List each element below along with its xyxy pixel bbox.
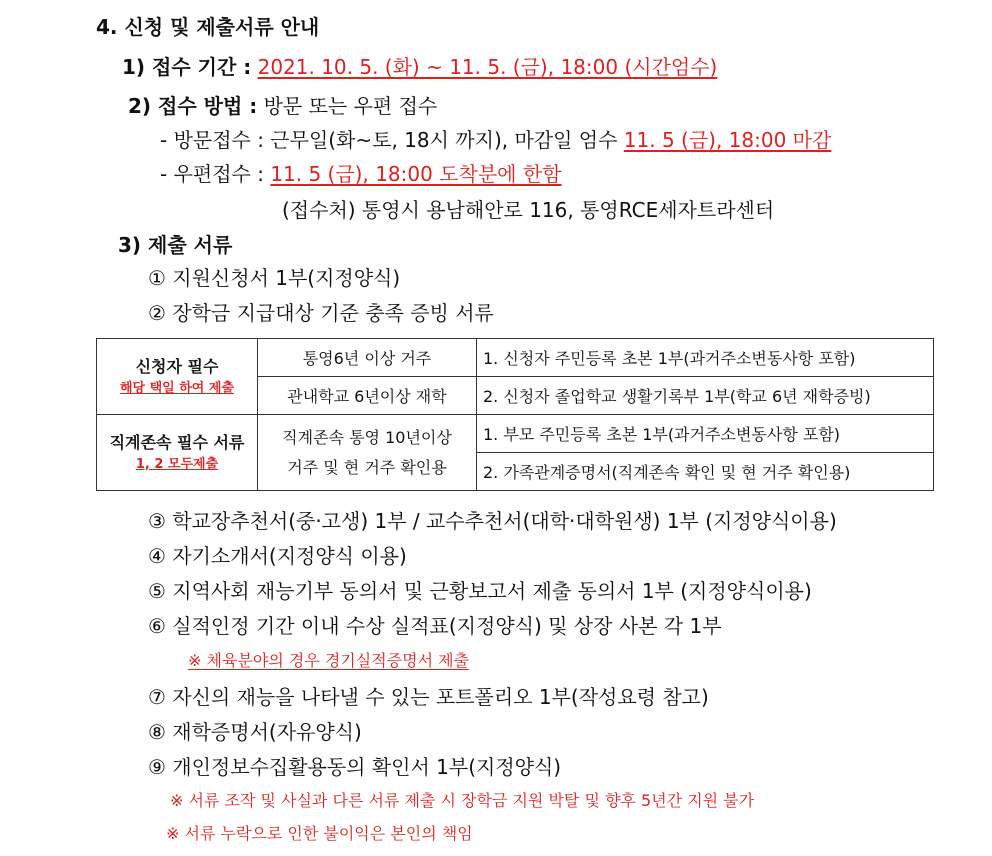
mail-text: - 우편접수 : bbox=[160, 162, 264, 186]
mail-line bbox=[160, 161, 561, 187]
mail-deadline: 11. 5 (금), 18:00 도착분에 한함 bbox=[270, 162, 562, 186]
doc-item-3: ③ 학교장추천서(중·고생) 1부 / 교수추천서(대학·대학원생) 1부 (지정양식이용) bbox=[148, 509, 837, 533]
group1-cell bbox=[97, 339, 258, 415]
doc-item-6: ⑥ 실적인정 기간 이내 수상 실적표(지정양식) 및 상장 사본 각 1부 bbox=[148, 614, 722, 638]
group2-document-2: 2. 가족관계증명서(직계존속 확인 및 현 거주 확인용) bbox=[477, 453, 934, 491]
method-line bbox=[128, 93, 437, 119]
doc-item-1: ① 지원신청서 1부(지정양식) bbox=[148, 266, 401, 290]
doc-item-2: ② 장학금 지급대상 기준 충족 증빙 서류 bbox=[148, 301, 494, 325]
section-title: 4. 신청 및 제출서류 안내 bbox=[96, 15, 320, 39]
group2-condition bbox=[258, 415, 477, 491]
visit-deadline: 11. 5 (금), 18:00 마감 bbox=[623, 128, 832, 152]
method-value: 방문 또는 우편 접수 bbox=[263, 94, 438, 118]
group1-document-2: 2. 신청자 졸업학교 생활기록부 1부(학교 6년 재학증빙) bbox=[477, 377, 934, 415]
doc-item-4: ④ 자기소개서(지정양식 이용) bbox=[148, 544, 407, 568]
doc-item-9: ⑨ 개인정보수집활용동의 확인서 1부(지정양식) bbox=[148, 755, 562, 779]
period-value: 2021. 10. 5. (화) ~ 11. 5. (금), 18:00 (시간엄수) bbox=[257, 55, 718, 79]
table-row bbox=[97, 415, 934, 453]
group1-note: 해당 택일 하여 제출 bbox=[119, 380, 235, 396]
visit-text: - 방문접수 : 근무일(화~토, 18시 까지), 마감일 엄수 bbox=[160, 128, 618, 152]
group1-document-1: 1. 신청자 주민등록 초본 1부(과거주소변동사항 포함) bbox=[477, 339, 934, 377]
group2-title: 직계존속 필수 서류 bbox=[109, 432, 245, 452]
method-label: 2) 접수 방법 : bbox=[128, 94, 258, 118]
period-line bbox=[122, 54, 717, 80]
period-label: 1) 접수 기간 : bbox=[122, 55, 252, 79]
docs-title: 3) 제출 서류 bbox=[118, 233, 233, 257]
group2-note: 1, 2 모두제출 bbox=[135, 456, 219, 472]
group2-condition-line2: 거주 및 현 거주 확인용 bbox=[287, 457, 447, 477]
doc-item-7: ⑦ 자신의 재능을 나타낼 수 있는 포트폴리오 1부(작성요령 참고) bbox=[148, 685, 709, 709]
address-line: (접수처) 통영시 용남해안로 116, 통영RCE세자트라센터 bbox=[282, 198, 775, 222]
group1-condition-2: 관내학교 6년이상 재학 bbox=[258, 377, 477, 415]
group1-condition-1: 통영6년 이상 거주 bbox=[258, 339, 477, 377]
table-row bbox=[97, 339, 934, 377]
documents-table bbox=[96, 338, 934, 491]
doc-item-5: ⑤ 지역사회 재능기부 동의서 및 근황보고서 제출 동의서 1부 (지정양식이용) bbox=[148, 579, 812, 603]
visit-line bbox=[160, 127, 831, 153]
group2-document-1: 1. 부모 주민등록 초본 1부(과거주소변동사항 포함) bbox=[477, 415, 934, 453]
doc-item-8: ⑧ 재학증명서(자유양식) bbox=[148, 720, 362, 744]
group1-title: 신청자 필수 bbox=[135, 356, 219, 376]
group2-condition-line1: 직계존속 통영 10년이상 bbox=[282, 427, 452, 447]
footnote-2: ※ 서류 누락으로 인한 불이익은 본인의 책임 bbox=[166, 824, 473, 843]
group2-cell bbox=[97, 415, 258, 491]
footnote-1: ※ 서류 조작 및 사실과 다른 서류 제출 시 장학금 지원 박탈 및 향후 5년간 지원 불가 bbox=[170, 791, 755, 810]
sports-note: ※ 체육분야의 경우 경기실적증명서 제출 bbox=[188, 651, 470, 670]
